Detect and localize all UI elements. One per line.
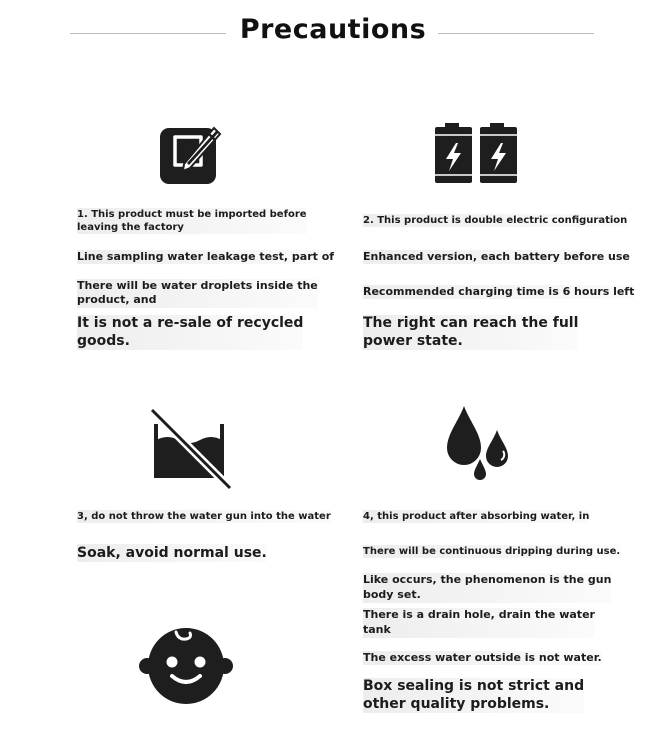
item4-line3a: Like occurs, the phenomenon is the gun: [363, 573, 612, 586]
item3-line2: Soak, avoid normal use.: [77, 545, 267, 561]
item2-line2: Enhanced version, each battery before use: [363, 250, 630, 263]
item1-line3b: product, and: [77, 293, 157, 307]
item1-line1: [77, 208, 307, 234]
title-rule-right: [438, 33, 594, 34]
item4-line4a: There is a drain hole, drain the water: [363, 608, 595, 621]
item4-line6: [363, 678, 584, 713]
item1-line3: [77, 279, 318, 308]
item1-line4: [77, 315, 303, 350]
item3-line1: 3, do not throw the water gun into the water: [77, 511, 331, 522]
item2-line4a: The right can reach the full: [363, 315, 579, 331]
item4-line6a: Box sealing is not strict and: [363, 678, 585, 694]
item4-line3: [363, 573, 611, 603]
item1-line1b: leaving the factory: [77, 222, 184, 233]
water-drops-icon: [444, 404, 516, 486]
item1-line4a: It is not a re-sale of recycled: [77, 315, 304, 331]
page-title: Precautions: [239, 14, 427, 45]
baby-face-icon: [138, 624, 234, 706]
item4-line4b: tank: [363, 622, 391, 636]
battery-icon: [433, 121, 519, 185]
item4-line1: 4, this product after absorbing water, in: [363, 511, 590, 522]
item1-line3a: There will be water droplets inside the: [77, 279, 318, 292]
item4-line6b: other quality problems.: [363, 695, 550, 712]
item2-line3: Recommended charging time is 6 hours left: [363, 285, 635, 298]
item2-line4b: power state.: [363, 332, 463, 349]
item1-line2: Line sampling water leakage test, part of: [77, 250, 335, 263]
item2-line4: [363, 315, 578, 350]
no-water-icon: [148, 406, 234, 490]
item4-line4: [363, 608, 595, 638]
item4-line5: The excess water outside is not water.: [363, 651, 602, 664]
item1-line1a: 1. This product must be imported before: [77, 209, 307, 220]
item4-line3b: body set.: [363, 587, 421, 601]
edit-icon: [158, 124, 224, 186]
item1-line4b: goods.: [77, 332, 130, 349]
item2-line1: 2. This product is double electric configuration: [363, 215, 628, 226]
item4-line2: There will be continuous dripping during use.: [363, 546, 621, 557]
